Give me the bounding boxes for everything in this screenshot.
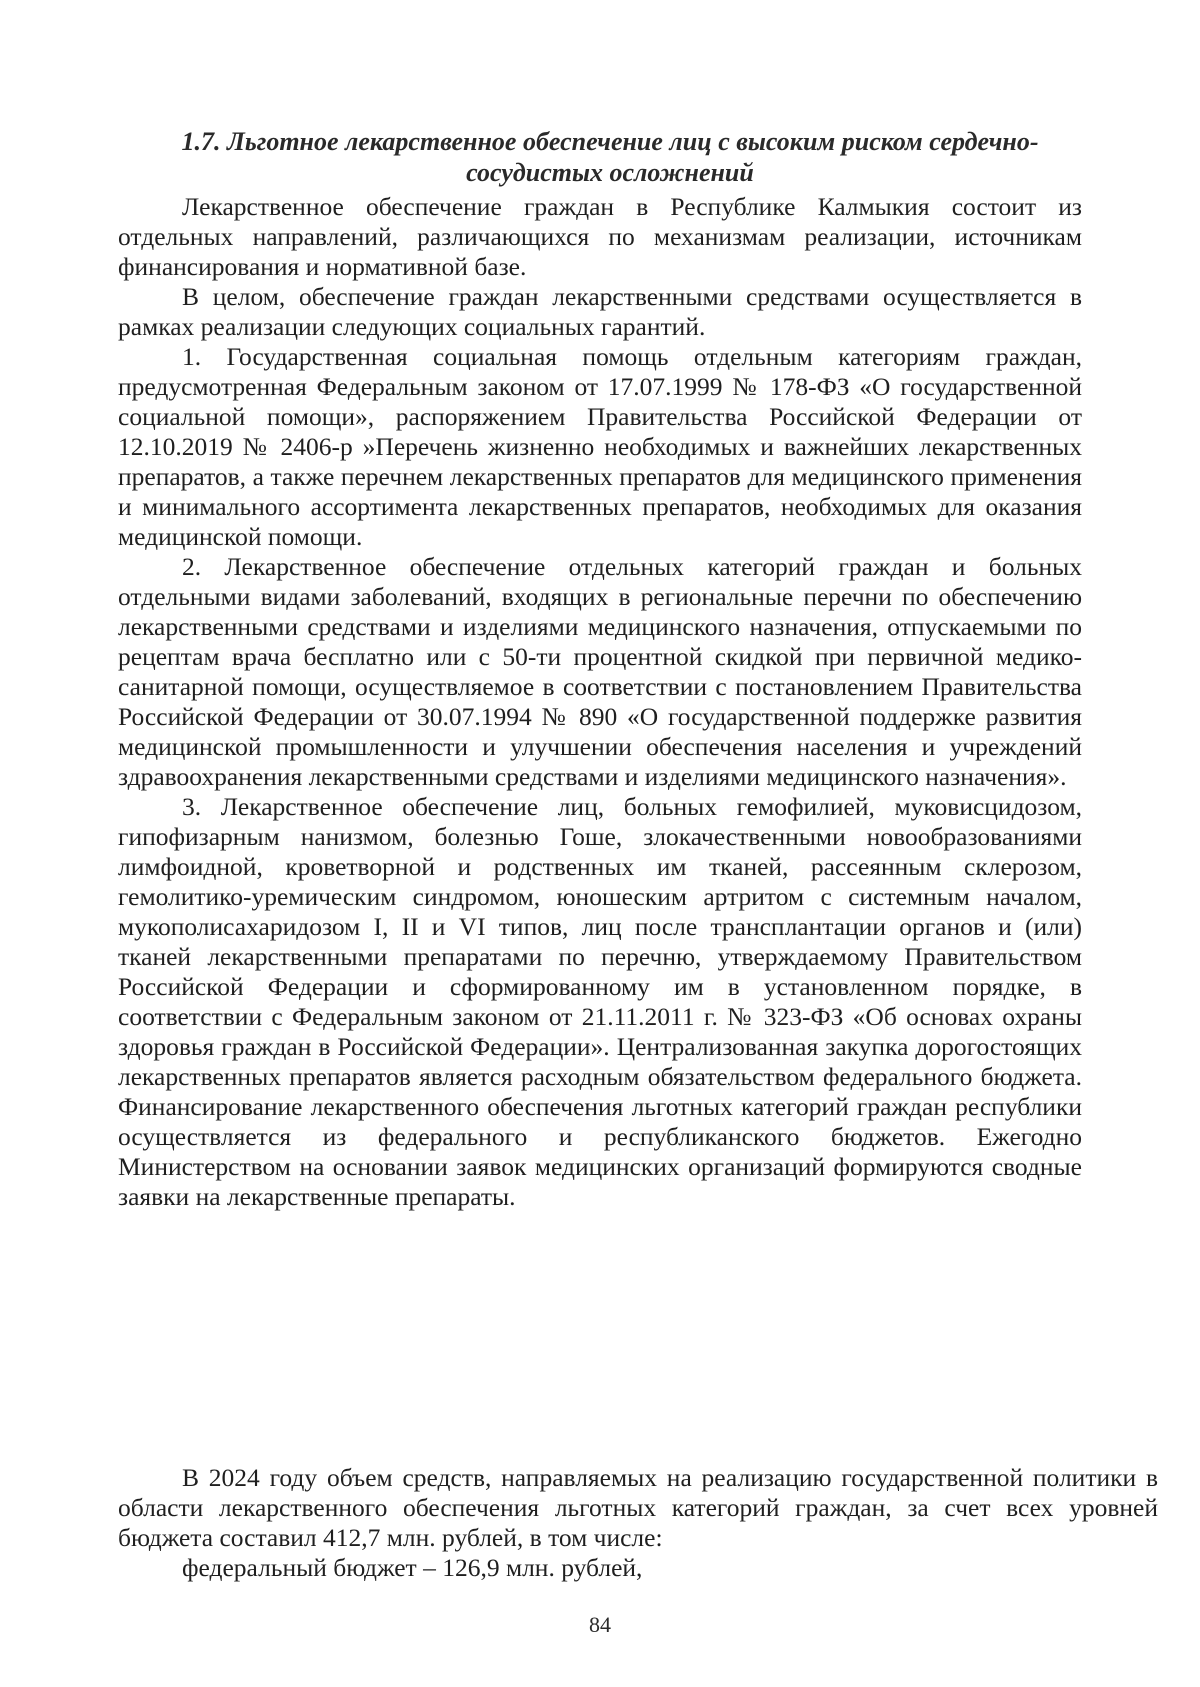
paragraph-item-2: 2. Лекарственное обеспечение отдельных категорий граждан и больных отдельными видами заболеваний, входящих в региональные перечни по обеспечению лекарственными средствами и изделиями медицинского назначения, отпускаемыми по рецептам врача бесплатно или с 50-ти процентной скидкой при первичной медико-санитарной помощи, осуществляемое в соответствии с постановлением Правительства Российской Федерации от 30.07.1994 № 890 «О государственной поддержке развития медицинской промышленности и улучшении обеспечения населения и учреждений здравоохранения лекарственными средствами и изделиями медицинского назначения».	[118, 552, 1082, 791]
page-number: 84	[589, 1612, 611, 1637]
budget-text	[118, 1463, 1158, 1583]
paragraph-item-1: 1. Государственная социальная помощь отдельным категориям граждан, предусмотренная Федеральным законом от 17.07.1999 № 178-ФЗ «О государственной социальной помощи», распоряжением Правительства Российской Федерации от 12.10.2019 № 2406-р »Перечень жизненно необходимых и важнейших лекарственных препаратов, а также перечнем лекарственных препаратов для медицинского применения и минимального ассортимента лекарственных препаратов, необходимых для оказания медицинской помощи.	[118, 342, 1082, 551]
paragraph-item-3: 3. Лекарственное обеспечение лиц, больных гемофилией, муковисцидозом, гипофизарным нанизмом, болезнью Гоше, злокачественными новообразованиями лимфоидной, кроветворной и родственных им тканей, рассеянным склерозом, гемолитико-уремическим синдромом, юношеским артритом с системным началом, мукополисахаридозом I, II и VI типов, лиц после трансплантации органов и (или) тканей лекарственными препаратами по перечню, утверждаемому Правительством Российской Федерации и сформированному им в установленном порядке, в соответствии с Федеральным законом от 21.11.2011 г. № 323-ФЗ «Об основах охраны здоровья граждан в Российской Федерации». Централизованная закупка дорогостоящих лекарственных препаратов является расходным обязательством федерального бюджета. Финансирование лекарственного обеспечения льготных категорий граждан республики осуществляется из федерального и республиканского бюджетов. Ежегодно Министерством на основании заявок медицинских организаций формируются сводные заявки на лекарственные препараты.	[118, 792, 1082, 1211]
paragraph-intro: Лекарственное обеспечение граждан в Республике Калмыкия состоит из отдельных направлений, различающихся по механизмам реализации, источникам финансирования и нормативной базе.	[118, 192, 1082, 281]
paragraph-federal-budget: федеральный бюджет – 126,9 млн. рублей,	[182, 1553, 643, 1582]
body-text	[118, 192, 1082, 1212]
section-heading-line-1: 1.7. Льготное лекарственное обеспечение лиц с высоким риском сердечно-	[181, 127, 1039, 156]
paragraph-overview: В целом, обеспечение граждан лекарственными средствами осуществляется в рамках реализации следующих социальных гарантий.	[118, 282, 1082, 341]
section-heading	[110, 126, 1110, 188]
paragraph-budget-2024: В 2024 году объем средств, направляемых на реализацию государственной политики в области лекарственного обеспечения льготных категорий граждан, за счет всех уровней бюджета составил 412,7 млн. рублей, в том числе:	[118, 1463, 1158, 1552]
section-heading-line-2: сосудистых осложнений	[466, 158, 754, 187]
